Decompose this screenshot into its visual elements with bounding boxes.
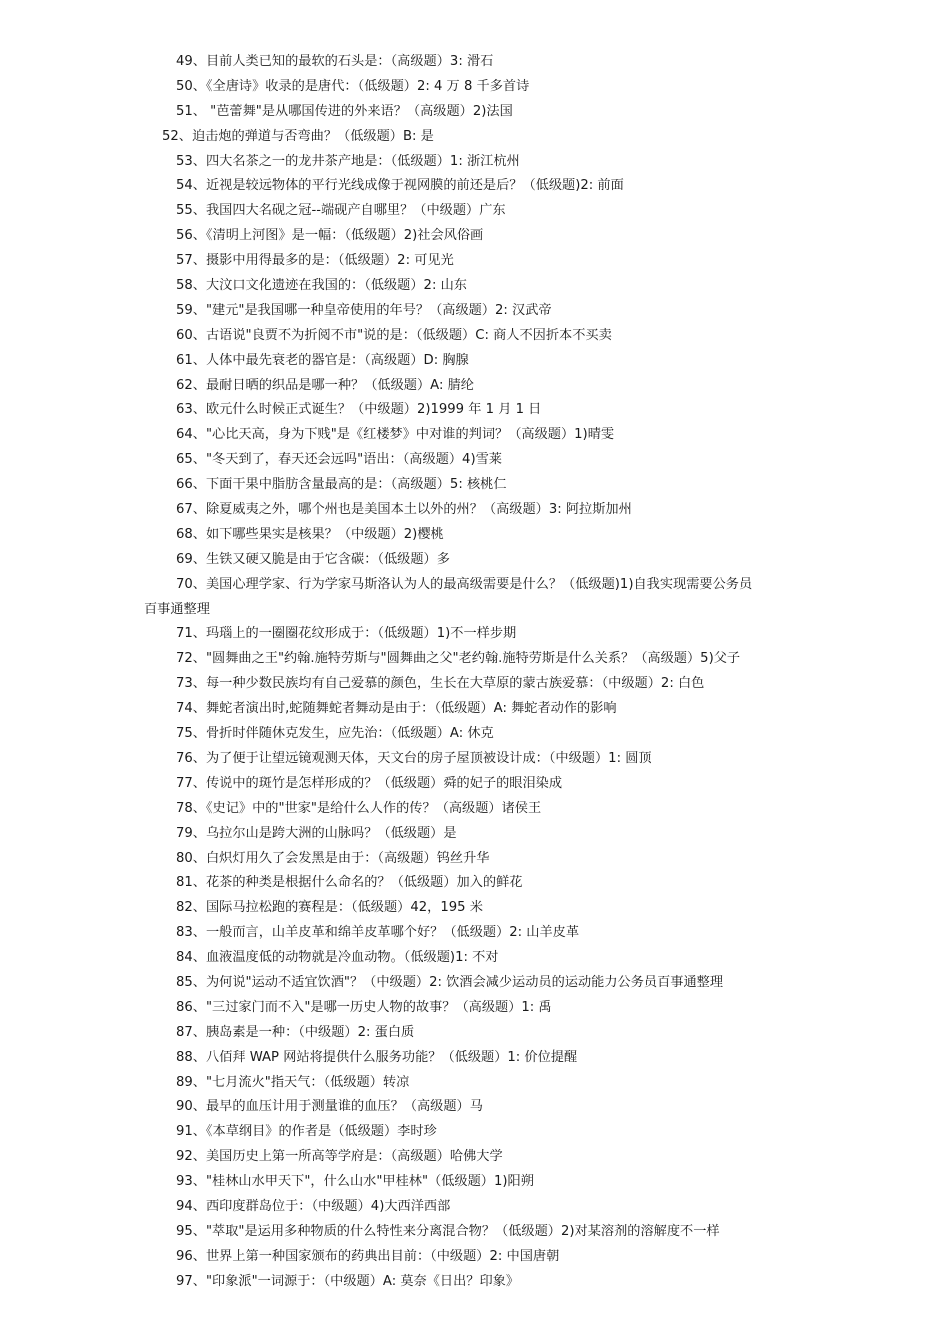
qa-line-79: 79、乌拉尔山是跨大洲的山脉吗？（低级题）是 (176, 825, 457, 841)
qa-line-50: 50、《全唐诗》收录的是唐代：（低级题）2: 4 万 8 千多首诗 (176, 78, 530, 94)
qa-line-55: 55、我国四大名砚之冠--端砚产自哪里？（中级题）广东 (176, 203, 506, 219)
qa-line-90: 90、最早的血压计用于测量谁的血压？（高级题）马 (176, 1099, 483, 1115)
qa-line-85: 85、为何说"运动不适宜饮酒"？（中级题）2: 饮酒会减少运动员的运动能力公务员百事通整理 (176, 974, 724, 990)
qa-line-56: 56、《清明上河图》是一幅：（低级题）2)社会风俗画 (176, 228, 484, 244)
qa-line-75: 75、骨折时伴随休克发生，应先治：（低级题）A: 休克 (176, 726, 494, 742)
qa-line-51: 51、 "芭蕾舞"是从哪国传进的外来语？（高级题）2)法国 (176, 103, 513, 119)
qa-line-96: 96、世界上第一种国家颁布的药典出目前：（中级题）2: 中国唐朝 (176, 1248, 560, 1264)
qa-line-76: 76、为了便于让望远镜观测天体，天文台的房子屋顶被设计成：（中级题）1: 圆顶 (176, 750, 652, 766)
qa-line-77: 77、传说中的斑竹是怎样形成的？（低级题）舜的妃子的眼泪染成 (176, 775, 563, 791)
qa-line-60: 60、古语说"良贾不为折阅不市"说的是：（低级题）C: 商人不因折本不买卖 (176, 327, 612, 343)
qa-line-74: 74、舞蛇者演出时,蛇随舞蛇者舞动是由于：（低级题）A: 舞蛇者动作的影响 (176, 701, 617, 717)
qa-line-73: 73、每一种少数民族均有自己爱慕的颜色，生长在大草原的蒙古族爱慕：（中级题）2: 白色 (176, 676, 705, 692)
qa-line-93: 93、"桂林山水甲天下"，什么山水"甲桂林"（低级题）1)阳朔 (176, 1174, 534, 1190)
qa-line-80: 80、白炽灯用久了会发黑是由于：（高级题）钨丝升华 (176, 850, 490, 866)
question-answer-list (0, 50, 950, 1295)
qa-line-70-continuation: 百事通整理 (144, 601, 210, 617)
qa-line-67: 67、除夏威夷之外，哪个州也是美国本土以外的州？（高级题）3: 阿拉斯加州 (176, 502, 632, 518)
qa-line-97: 97、"印象派"一词源于：（中级题）A: 莫奈《日出？印象》 (176, 1273, 520, 1289)
qa-line-64: 64、"心比天高，身为下贱"是《红楼梦》中对谁的判词？（高级题）1)晴雯 (176, 427, 615, 443)
qa-line-86: 86、"三过家门而不入"是哪一历史人物的故事？（高级题）1: 禹 (176, 999, 552, 1015)
qa-line-84: 84、血液温度低的动物就是冷血动物。（低级题)1: 不对 (176, 950, 499, 966)
qa-line-82: 82、国际马拉松跑的赛程是：（低级题）42，195 米 (176, 900, 483, 916)
qa-line-89: 89、"七月流火"指天气：（低级题）转凉 (176, 1074, 410, 1090)
qa-line-54: 54、近视是较远物体的平行光线成像于视网膜的前还是后？（低级题)2: 前面 (176, 178, 624, 194)
qa-line-49: 49、目前人类已知的最软的石头是：（高级题）3: 滑石 (176, 54, 494, 69)
qa-line-57: 57、摄影中用得最多的是：（低级题）2: 可见光 (176, 253, 454, 269)
qa-line-78: 78、《史记》中的"世家"是给什么人作的传？（高级题）诸侯王 (176, 800, 542, 816)
qa-line-81: 81、花茶的种类是根据什么命名的？（低级题）加入的鲜花 (176, 875, 523, 891)
qa-line-59: 59、"建元"是我国哪一种皇帝使用的年号？（高级题）2: 汉武帝 (176, 302, 552, 318)
qa-line-68: 68、如下哪些果实是核果？（中级题）2)樱桃 (176, 526, 444, 542)
qa-line-70: 70、美国心理学家、行为学家马斯洛认为人的最高级需要是什么？（低级题)1)自我实现需要公务员 (176, 576, 753, 592)
qa-line-88: 88、八佰拜 WAP 网站将提供什么服务功能？（低级题）1: 价位提醒 (176, 1049, 578, 1065)
qa-line-62: 62、最耐日晒的织品是哪一种？（低级题）A: 腈纶 (176, 377, 474, 393)
qa-line-52: 52、迫击炮的弹道与否弯曲？（低级题）B: 是 (162, 128, 434, 144)
qa-line-92: 92、美国历史上第一所高等学府是：（高级题）哈佛大学 (176, 1149, 503, 1165)
qa-line-61: 61、人体中最先衰老的器官是：（高级题）D: 胸腺 (176, 352, 469, 368)
qa-line-53: 53、四大名茶之一的龙井茶产地是：（低级题）1: 浙江杭州 (176, 153, 520, 169)
qa-line-71: 71、玛瑙上的一圈圈花纹形成于：（低级题）1)不一样步期 (176, 626, 517, 642)
qa-line-91: 91、《本草纲目》的作者是（低级题）李时珍 (176, 1124, 437, 1140)
qa-line-72: 72、"圆舞曲之王"约翰.施特劳斯与"圆舞曲之父"老约翰.施特劳斯是什么关系？（高级题）5)父子 (176, 651, 741, 667)
qa-line-83: 83、一般而言，山羊皮革和绵羊皮革哪个好？（低级题）2: 山羊皮革 (176, 925, 580, 941)
qa-line-66: 66、下面干果中脂肪含量最高的是：（高级题）5: 核桃仁 (176, 477, 507, 493)
qa-line-95: 95、"萃取"是运用多种物质的什么特性来分离混合物？（低级题）2)对某溶剂的溶解度不一样 (176, 1223, 720, 1239)
qa-line-63: 63、欧元什么时候正式诞生？（中级题）2)1999 年 1 月 1 日 (176, 402, 542, 418)
qa-line-69: 69、生铁又硬又脆是由于它含碳：（低级题）多 (176, 551, 450, 567)
qa-line-94: 94、西印度群岛位于：（中级题）4)大西洋西部 (176, 1198, 451, 1214)
qa-line-65: 65、"冬天到了，春天还会远吗"语出：（高级题）4)雪莱 (176, 452, 502, 468)
qa-line-58: 58、大汶口文化遗迹在我国的：（低级题）2: 山东 (176, 278, 467, 294)
qa-line-87: 87、胰岛素是一种：（中级题）2: 蛋白质 (176, 1024, 415, 1040)
